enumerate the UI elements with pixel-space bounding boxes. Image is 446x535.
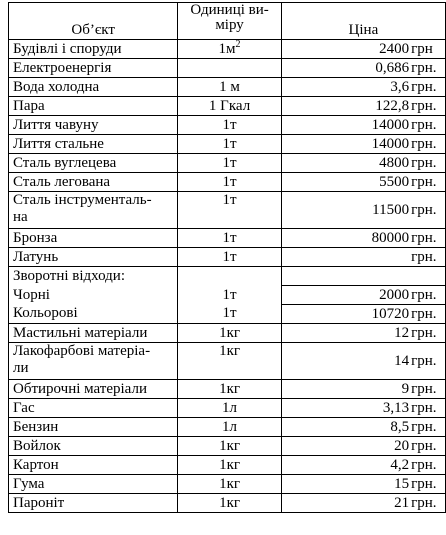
- table-row: [9, 116, 446, 135]
- row-unit: 1 м: [178, 78, 281, 97]
- row-name: Обтирочні матеріали: [9, 380, 178, 399]
- header-price: Ціна: [281, 3, 445, 40]
- row-name: Сталь легована: [9, 173, 178, 192]
- row-unit: 1кг: [178, 324, 281, 343]
- row-currency: грн.: [411, 78, 445, 97]
- row-unit: 1кг: [178, 494, 281, 513]
- table-row: [9, 59, 446, 78]
- row-name: Лиття стальне: [9, 135, 178, 154]
- row-unit: [178, 59, 281, 78]
- row-unit: 1т: [178, 154, 281, 173]
- row-unit: 1л: [178, 399, 281, 418]
- row-currency: грн.: [411, 456, 445, 475]
- row-name: Картон: [9, 456, 178, 475]
- row-name: Войлок: [9, 437, 178, 456]
- row-price: 12: [281, 324, 411, 343]
- table-row: [9, 456, 446, 475]
- table-row: [9, 192, 446, 229]
- row-price: 21: [281, 494, 411, 513]
- row-unit: [178, 267, 281, 286]
- row-unit: 1т: [178, 305, 281, 324]
- row-unit: 1т: [178, 173, 281, 192]
- table-row: [9, 229, 446, 248]
- row-currency: грн.: [411, 437, 445, 456]
- row-currency: грн.: [411, 173, 445, 192]
- row-price: 3,13: [281, 399, 411, 418]
- row-currency: грн.: [411, 475, 445, 494]
- row-currency: грн.: [411, 418, 445, 437]
- table-row: [9, 399, 446, 418]
- row-unit: 1т: [178, 229, 281, 248]
- row-unit: 1л: [178, 418, 281, 437]
- row-name: Вода холодна: [9, 78, 178, 97]
- row-name: Будівлі і споруди: [9, 40, 178, 59]
- table-row: [9, 324, 446, 343]
- row-price: 2400: [281, 40, 411, 59]
- row-currency: грн.: [411, 229, 445, 248]
- row-name: Сталь інструменталь- на: [9, 192, 178, 229]
- row-currency: грн.: [411, 97, 445, 116]
- row-name: Гас: [9, 399, 178, 418]
- row-currency: [411, 267, 445, 286]
- row-name: Бронза: [9, 229, 178, 248]
- row-currency: грн.: [411, 192, 445, 229]
- header-unit-line2: міру: [215, 17, 244, 33]
- row-currency: грн.: [411, 135, 445, 154]
- row-price: 14: [281, 343, 411, 380]
- row-price: 2000: [281, 286, 411, 305]
- row-price: 122,8: [281, 97, 411, 116]
- table-row: [9, 267, 446, 286]
- table-row: [9, 97, 446, 116]
- row-name: Гума: [9, 475, 178, 494]
- row-currency: грн.: [411, 116, 445, 135]
- row-currency: грн.: [411, 343, 445, 380]
- row-currency: грн.: [411, 399, 445, 418]
- row-name: Чорні: [9, 286, 178, 305]
- row-currency: грн.: [411, 286, 445, 305]
- header-unit: [178, 3, 281, 40]
- row-unit: 1т: [178, 248, 281, 267]
- row-price: 4800: [281, 154, 411, 173]
- row-currency: грн.: [411, 494, 445, 513]
- table-row: [9, 78, 446, 97]
- row-unit: 1т: [178, 286, 281, 305]
- row-name: Пароніт: [9, 494, 178, 513]
- table-row: [9, 380, 446, 399]
- row-name: Кольорові: [9, 305, 178, 324]
- row-price: 20: [281, 437, 411, 456]
- row-unit: 1кг: [178, 437, 281, 456]
- row-unit: 1кг: [178, 343, 281, 380]
- header-unit-line1: Одиниці ви-: [190, 2, 269, 18]
- header-row: [9, 3, 446, 40]
- row-currency: грн.: [411, 59, 445, 78]
- row-unit: 1кг: [178, 456, 281, 475]
- table-row: [9, 173, 446, 192]
- row-currency: грн.: [411, 154, 445, 173]
- row-unit: 1т: [178, 135, 281, 154]
- row-price: 5500: [281, 173, 411, 192]
- row-name: Сталь вуглецева: [9, 154, 178, 173]
- table-row: [9, 418, 446, 437]
- table-row: [9, 343, 446, 380]
- row-currency: грн: [411, 40, 445, 59]
- row-unit: 1т: [178, 192, 281, 229]
- row-name: Електроенергія: [9, 59, 178, 78]
- row-unit: $1м^2$: [178, 40, 281, 59]
- row-price: 8,5: [281, 418, 411, 437]
- row-name: Мастильні матеріали: [9, 324, 178, 343]
- table-row: [9, 286, 446, 305]
- row-currency: грн.: [411, 380, 445, 399]
- row-name: Пара: [9, 97, 178, 116]
- row-unit: 1кг: [178, 380, 281, 399]
- row-unit: 1 Гкал: [178, 97, 281, 116]
- row-unit: 1т: [178, 116, 281, 135]
- row-price: 80000: [281, 229, 411, 248]
- row-name: Латунь: [9, 248, 178, 267]
- table-row: [9, 494, 446, 513]
- row-name: Лиття чавуну: [9, 116, 178, 135]
- row-currency: грн.: [411, 324, 445, 343]
- price-table: [8, 2, 446, 513]
- row-price: 10720: [281, 305, 411, 324]
- row-price: [281, 267, 411, 286]
- row-name: Зворотні відходи:: [9, 267, 178, 286]
- table-row: [9, 475, 446, 494]
- unit-superscript: 2: [235, 39, 241, 50]
- row-price: [281, 248, 411, 267]
- row-price: 3,6: [281, 78, 411, 97]
- row-name: Лакофарбові матеріа- ли: [9, 343, 178, 380]
- row-price: 14000: [281, 116, 411, 135]
- row-price: 0,686: [281, 59, 411, 78]
- row-price: 11500: [281, 192, 411, 229]
- row-price: 9: [281, 380, 411, 399]
- table-row: [9, 40, 446, 59]
- row-currency: грн.: [411, 248, 445, 267]
- row-price: 14000: [281, 135, 411, 154]
- table-row: [9, 248, 446, 267]
- row-price: 15: [281, 475, 411, 494]
- row-name: Бензин: [9, 418, 178, 437]
- table-row: [9, 154, 446, 173]
- header-object: Об’єкт: [9, 3, 178, 40]
- row-currency: грн.: [411, 305, 445, 324]
- table-row: [9, 305, 446, 324]
- row-price: 4,2: [281, 456, 411, 475]
- row-unit: 1кг: [178, 475, 281, 494]
- table-row: [9, 135, 446, 154]
- table-row: [9, 437, 446, 456]
